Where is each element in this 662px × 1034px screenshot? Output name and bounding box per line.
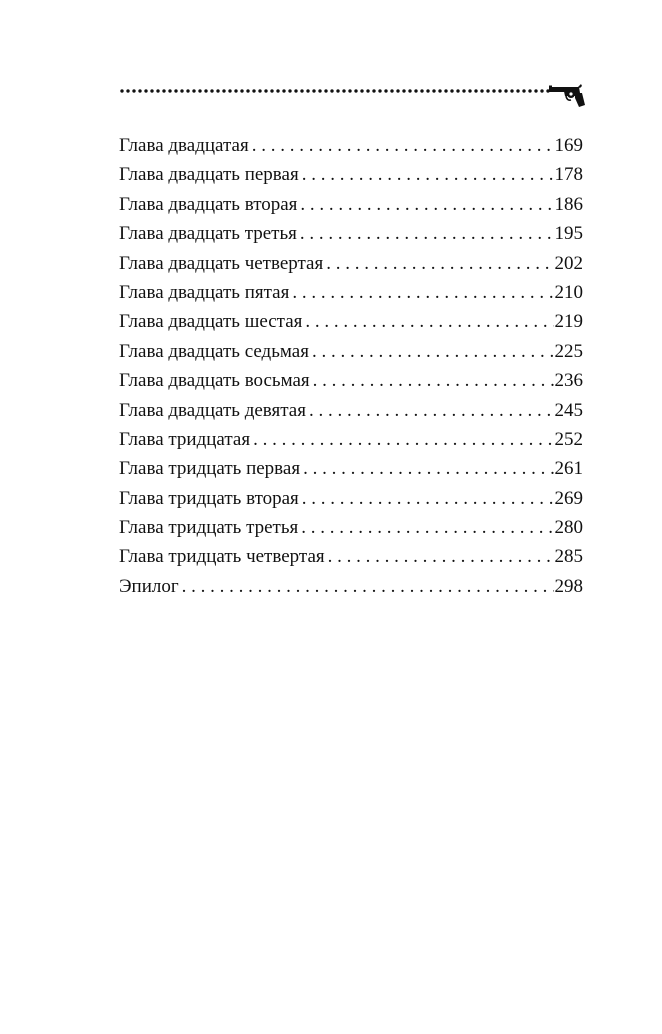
toc-entry-page: 178 [554, 164, 583, 186]
dotted-rule [119, 88, 551, 94]
dot-leader [309, 396, 554, 425]
toc-entry[interactable] [119, 572, 583, 601]
toc-entry[interactable] [119, 190, 583, 219]
toc-entry-title: Глава двадцать восьмая [119, 370, 310, 392]
dot-leader [302, 160, 554, 189]
toc-entry[interactable] [119, 542, 583, 571]
toc-entry[interactable] [119, 249, 583, 278]
dot-leader [313, 366, 554, 395]
toc-entry-page: 210 [554, 281, 583, 303]
toc-entry[interactable] [119, 484, 583, 513]
toc-entry-page: 236 [554, 370, 583, 392]
dot-leader [301, 513, 553, 542]
dot-leader [182, 572, 554, 601]
toc-entry[interactable] [119, 366, 583, 395]
toc-entry-title: Глава тридцатая [119, 428, 251, 450]
dot-leader [326, 249, 553, 278]
toc-entry[interactable] [119, 337, 583, 366]
dot-leader [300, 190, 553, 219]
dot-leader [292, 278, 553, 307]
toc-entry[interactable] [119, 219, 583, 248]
revolver-icon [549, 84, 585, 108]
dot-leader [328, 542, 554, 571]
toc-entry[interactable] [119, 160, 583, 189]
toc-entry-title: Глава двадцатая [119, 135, 249, 156]
toc-entry-page: 280 [554, 517, 583, 539]
toc-entry[interactable] [119, 425, 583, 454]
toc-entry-page: 186 [554, 193, 583, 215]
toc-entry[interactable] [119, 396, 583, 425]
toc-entry-title: Глава двадцать первая [119, 164, 299, 186]
toc-entry-page: 219 [554, 311, 583, 333]
toc-entry-title: Глава тридцать вторая [119, 487, 299, 509]
toc-entry-title: Глава двадцать третья [119, 223, 297, 245]
toc-entry-title: Глава тридцать четвертая [119, 546, 325, 568]
dot-leader [252, 131, 554, 160]
toc-entry-page: 261 [554, 458, 583, 480]
toc-entry[interactable] [119, 513, 583, 542]
toc-entry[interactable] [119, 278, 583, 307]
header-ornament [119, 84, 585, 108]
toc-entry-page: 252 [554, 428, 583, 450]
dot-leader [302, 484, 554, 513]
toc-entry-title: Глава двадцать шестая [119, 311, 303, 333]
toc-entry-page: 169 [554, 135, 583, 156]
table-of-contents [119, 131, 583, 601]
dot-leader [312, 337, 554, 366]
toc-entry[interactable] [119, 454, 583, 483]
dot-leader [253, 425, 553, 454]
toc-entry-title: Глава двадцать пятая [119, 281, 290, 303]
toc-entry-title: Глава двадцать седьмая [119, 340, 309, 362]
dot-leader [300, 219, 554, 248]
toc-entry-page: 298 [554, 575, 583, 597]
toc-entry-title: Глава двадцать четвертая [119, 252, 324, 274]
toc-entry-title: Глава двадцать вторая [119, 193, 298, 215]
toc-entry-page: 195 [554, 223, 583, 245]
toc-entry-page: 202 [554, 252, 583, 274]
toc-entry-page: 269 [554, 487, 583, 509]
toc-entry-page: 285 [554, 546, 583, 568]
toc-entry-page: 225 [554, 340, 583, 362]
dot-leader [305, 307, 553, 336]
toc-entry-title: Глава тридцать третья [119, 517, 299, 539]
toc-entry-title: Глава тридцать первая [119, 458, 301, 480]
toc-entry[interactable] [119, 307, 583, 336]
toc-entry-page: 245 [554, 399, 583, 421]
toc-entry-title: Глава двадцать девятая [119, 399, 306, 421]
toc-entry-title: Эпилог [119, 575, 179, 597]
dot-leader [303, 454, 553, 483]
toc-entry[interactable] [119, 131, 583, 160]
